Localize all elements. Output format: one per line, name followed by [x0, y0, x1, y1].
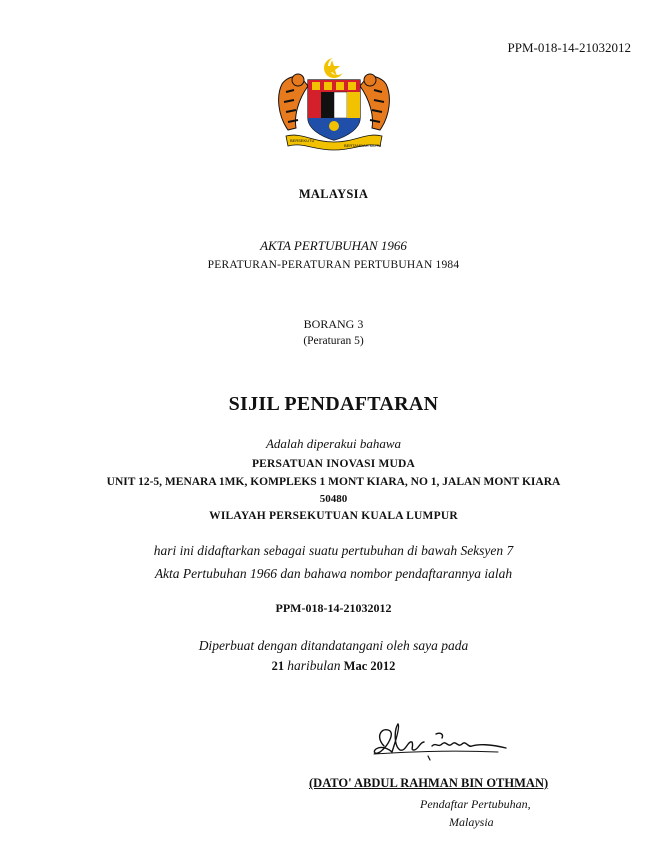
date-day: 21 — [271, 659, 285, 673]
coat-of-arms-icon — [272, 56, 396, 152]
organization-state: WILAYAH PERSEKUTUAN KUALA LUMPUR — [209, 510, 458, 522]
handwritten-signature-icon — [366, 716, 516, 768]
date-month-year: Mac 2012 — [343, 659, 396, 673]
body-text-line1: hari ini didaftarkan sebagai suatu pertubuhan di bawah Seksyen 7 — [153, 543, 514, 558]
certificate-title: SIJIL PENDAFTARAN — [228, 393, 439, 415]
date-connector: haribulan — [287, 658, 341, 673]
date-line — [0, 658, 667, 674]
signatory-name: (DATO' ABDUL RAHMAN BIN OTHMAN) — [309, 776, 549, 790]
body-text-line2: Akta Pertubuhan 1966 dan bahawa nombor pendaftarannya ialah — [154, 566, 513, 581]
form-number: BORANG 3 — [303, 317, 364, 331]
signatory-country: Malaysia — [449, 815, 494, 829]
act-name: AKTA PERTUBUHAN 1966 — [260, 238, 407, 253]
form-regulation: (Peraturan 5) — [303, 335, 364, 347]
reference-number-top: PPM-018-14-21032012 — [507, 40, 631, 55]
emblem-motto-right: BERTAMBAH MUTU — [344, 143, 382, 148]
regulations-name: PERATURAN-PERATURAN PERTUBUHAN 1984 — [207, 259, 460, 271]
organization-name: PERSATUAN INOVASI MUDA — [251, 458, 416, 470]
emblem-motto-left: BERSEKUTU — [290, 138, 315, 143]
registration-number: PPM-018-14-21032012 — [275, 601, 392, 615]
organization-postcode: 50480 — [319, 493, 348, 505]
country-heading: MALAYSIA — [298, 187, 369, 201]
made-text: Diperbuat dengan ditandatangani oleh saya pada — [198, 638, 469, 653]
certify-text: Adalah diperakui bahawa — [265, 436, 402, 451]
signatory-position: Pendaftar Pertubuhan, — [420, 797, 531, 811]
organization-address-line1: UNIT 12-5, MENARA 1MK, KOMPLEKS 1 MONT KIARA, NO 1, JALAN MONT KIARA — [106, 476, 561, 488]
